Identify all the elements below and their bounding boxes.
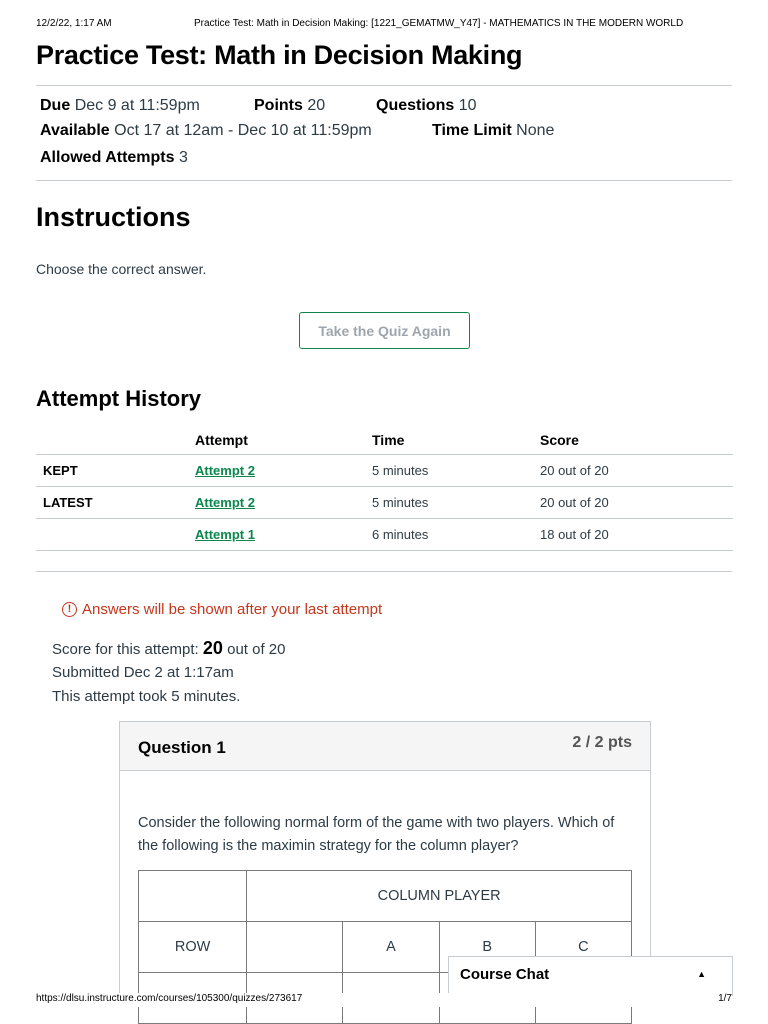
warning-text: Answers will be shown after your last attempt	[82, 601, 383, 618]
column-player-header: COLUMN PLAYER	[247, 871, 632, 922]
table-row	[36, 487, 733, 519]
take-quiz-again-button[interactable]: Take the Quiz Again	[299, 312, 470, 349]
column-header: Time	[372, 432, 405, 448]
attempt-time: 5 minutes	[372, 495, 429, 510]
print-date: 12/2/22, 1:17 AM	[36, 18, 112, 29]
divider	[36, 571, 732, 572]
attempts-detail	[40, 149, 188, 167]
course-chat-label: Course Chat	[460, 966, 550, 983]
attempts-value: 3	[178, 149, 188, 166]
divider	[36, 85, 732, 86]
question-text: Consider the following normal form of the game with two players. Which of the following is the maximin strategy for the column player?	[138, 815, 615, 854]
print-header	[36, 18, 732, 32]
course-chat-widget[interactable]	[448, 956, 733, 996]
available-value: Oct 17 at 12am - Dec 10 at 11:59pm	[114, 122, 372, 139]
table-row	[36, 455, 733, 487]
available-label: Available	[40, 122, 110, 139]
available-detail	[40, 122, 372, 140]
attempt-time: 5 minutes	[372, 463, 429, 478]
score-prefix: Score for this attempt:	[52, 641, 199, 658]
question-header	[120, 722, 650, 771]
column-header: Score	[540, 432, 579, 448]
score-suffix: out of 20	[227, 641, 286, 658]
table-header-row	[36, 426, 733, 455]
time-limit-label: Time Limit	[432, 122, 512, 139]
points-detail	[254, 97, 325, 115]
questions-detail	[376, 97, 476, 115]
attempts-label: Allowed Attempts	[40, 149, 175, 166]
submitted-line: Submitted Dec 2 at 1:17am	[52, 664, 234, 681]
column-a-header: A	[343, 922, 439, 973]
questions-label: Questions	[376, 97, 455, 114]
table-cell	[139, 871, 247, 922]
question-title: Question 1	[138, 738, 226, 757]
attempt-score: 20 out of 20	[540, 463, 609, 478]
attempt-history-table	[36, 426, 733, 551]
attempt-history-heading: Attempt History	[36, 386, 202, 411]
attempt-score: 18 out of 20	[540, 527, 609, 542]
page-title: Practice Test: Math in Decision Making	[36, 40, 523, 70]
caret-up-icon[interactable]: ▲	[697, 969, 706, 979]
print-footer	[36, 993, 732, 1007]
time-limit-detail	[432, 122, 554, 140]
column-c-header: C	[535, 922, 631, 973]
attempt-time: 6 minutes	[372, 527, 429, 542]
print-page-title: Practice Test: Math in Decision Making: [1221_GEMATMW_Y47] - MATHEMATICS IN THE MODERN WORLD	[194, 18, 684, 29]
due-value: Dec 9 at 11:59pm	[74, 97, 200, 114]
print-url: https://dlsu.instructure.com/courses/105300/quizzes/273617	[36, 993, 303, 1004]
score-value: 20	[202, 638, 223, 658]
table-cell	[247, 922, 343, 973]
table-row	[36, 519, 733, 551]
due-label: Due	[40, 97, 71, 114]
duration-line: This attempt took 5 minutes.	[52, 688, 241, 705]
time-limit-value: None	[516, 122, 555, 139]
table-row	[139, 871, 632, 922]
divider	[36, 180, 732, 181]
attempt-tag: LATEST	[43, 495, 93, 510]
attempt-link[interactable]: Attempt 2	[195, 463, 255, 478]
questions-value: 10	[458, 97, 477, 114]
print-page-number: 1/7	[718, 993, 732, 1004]
instructions-heading: Instructions	[36, 202, 191, 232]
question-points: 2 / 2 pts	[572, 734, 632, 751]
row-player-label: ROW	[139, 922, 247, 973]
warning-icon: !	[62, 602, 77, 617]
quiz-details-row-1	[40, 97, 200, 115]
answers-warning	[62, 601, 382, 618]
points-value: 20	[307, 97, 326, 114]
attempt-link[interactable]: Attempt 2	[195, 495, 255, 510]
instructions-text: Choose the correct answer.	[36, 261, 207, 277]
points-label: Points	[254, 97, 303, 114]
attempt-tag: KEPT	[43, 463, 78, 478]
attempt-link[interactable]: Attempt 1	[195, 527, 255, 542]
attempt-score-line	[52, 638, 286, 659]
column-header: Attempt	[195, 432, 248, 448]
attempt-score: 20 out of 20	[540, 495, 609, 510]
column-b-header: B	[439, 922, 535, 973]
